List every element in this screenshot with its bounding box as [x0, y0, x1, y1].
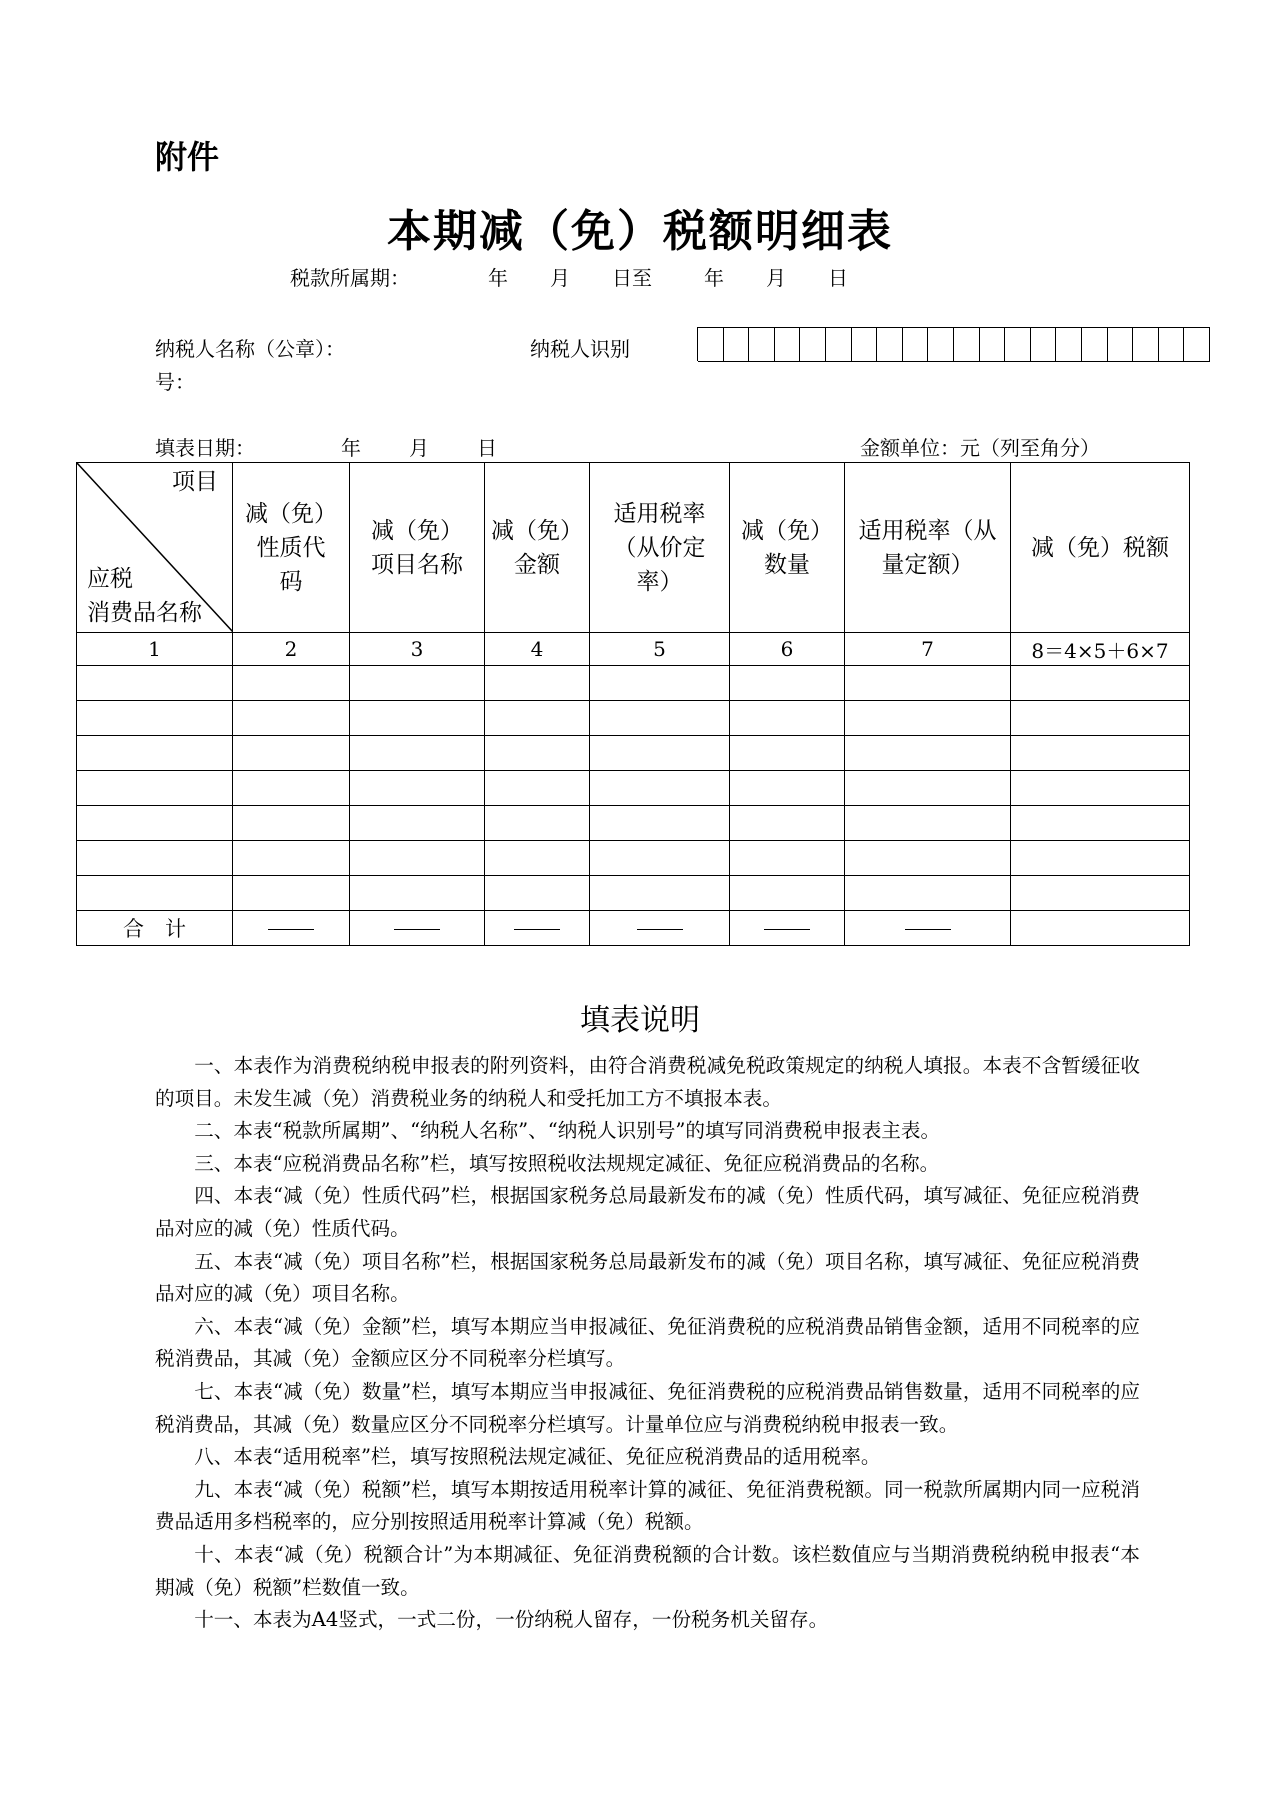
table-cell[interactable]: [485, 701, 590, 736]
total-row: [77, 911, 1190, 946]
header-line: 金额: [514, 551, 560, 578]
table-cell[interactable]: [590, 841, 730, 876]
dash-mark: [514, 929, 560, 930]
header-line: 适用税率: [613, 500, 706, 527]
notes-title: 填表说明: [580, 1003, 700, 1038]
table-cell[interactable]: [233, 806, 350, 841]
header-line: 减（免）: [245, 500, 337, 527]
total-tax-cell[interactable]: [1011, 911, 1190, 946]
table-cell[interactable]: [233, 666, 350, 701]
header-reduction-amount: [485, 463, 590, 633]
table-cell[interactable]: [233, 841, 350, 876]
id-digit-box[interactable]: [1031, 327, 1057, 362]
fill-date: [155, 432, 497, 461]
table-cell[interactable]: [350, 841, 485, 876]
id-digit-box[interactable]: [1005, 327, 1031, 362]
table-cell[interactable]: [845, 666, 1011, 701]
corner-label-item: 项目: [172, 469, 218, 495]
table-cell[interactable]: [485, 806, 590, 841]
header-reduction-code: [233, 463, 350, 633]
id-digit-box[interactable]: [749, 327, 775, 362]
header-reduction-quantity: [730, 463, 845, 633]
table-cell[interactable]: [77, 876, 233, 911]
header-line: 数量: [764, 551, 810, 578]
header-line: 减（免）: [371, 517, 463, 544]
table-cell[interactable]: [233, 701, 350, 736]
period-month-1: 月: [550, 266, 570, 290]
table-cell[interactable]: [845, 841, 1011, 876]
note-paragraph: 九、本表“减（免）税额”栏，填写本期按适用税率计算的减征、免征消费税额。同一税款所属期内同一应税消费品适用多档税率的，应分别按照适用税率计算减（免）税额。: [155, 1477, 1140, 1534]
table-cell[interactable]: [77, 806, 233, 841]
table-cell[interactable]: [1011, 666, 1190, 701]
dash-mark: [268, 929, 314, 930]
table-cell[interactable]: [845, 736, 1011, 771]
table-header-row: [77, 463, 1190, 633]
table-cell[interactable]: [1011, 841, 1190, 876]
total-cell-na: [590, 911, 730, 946]
table-cell[interactable]: [350, 701, 485, 736]
table-cell[interactable]: [485, 841, 590, 876]
dash-mark: [394, 929, 440, 930]
total-label: 合 计: [77, 911, 233, 946]
header-line: 性质代: [256, 534, 326, 561]
table-cell[interactable]: [730, 701, 845, 736]
total-cell-na: [233, 911, 350, 946]
table-cell[interactable]: [730, 666, 845, 701]
header-line: 量定额）: [881, 551, 974, 578]
header-line: 码: [279, 568, 303, 595]
table-cell[interactable]: [845, 701, 1011, 736]
table-cell[interactable]: [77, 841, 233, 876]
note-paragraph: 十一、本表为A4竖式，一式二份，一份纳税人留存，一份税务机关留存。: [194, 1608, 829, 1632]
fill-date-day: 日: [477, 436, 497, 460]
fill-date-label: 填表日期：: [155, 436, 255, 460]
period-day-2: 日: [828, 266, 848, 290]
column-number: 6: [730, 633, 845, 666]
reduction-table: [76, 462, 1190, 946]
table-cell[interactable]: [845, 876, 1011, 911]
note-paragraph: 五、本表“减（免）项目名称”栏，根据国家税务总局最新发布的减（免）项目名称，填写减征、免征应税消费品对应的减（免）项目名称。: [155, 1249, 1140, 1306]
header-line: 减（免）: [741, 517, 833, 544]
table-cell[interactable]: [845, 771, 1011, 806]
header-line: 率）: [636, 568, 683, 595]
table-cell[interactable]: [590, 806, 730, 841]
table-cell[interactable]: [845, 806, 1011, 841]
id-digit-box[interactable]: [826, 327, 852, 362]
table-cell[interactable]: [350, 666, 485, 701]
table-cell[interactable]: [485, 876, 590, 911]
taxpayer-name-label: 纳税人名称（公章）：: [155, 337, 345, 361]
table-cell[interactable]: [1011, 701, 1190, 736]
id-digit-box[interactable]: [954, 327, 980, 362]
header-line: 减（免）税额: [1031, 534, 1169, 561]
period-year-1: 年: [488, 266, 508, 290]
total-cell-na: [730, 911, 845, 946]
id-digit-box[interactable]: [698, 327, 724, 362]
tax-period: [290, 262, 848, 291]
table-cell[interactable]: [730, 876, 845, 911]
table-cell[interactable]: [233, 771, 350, 806]
header-line: 项目名称: [371, 551, 463, 578]
taxpayer-id-label-cont: 号：: [155, 370, 195, 394]
note-paragraph: 四、本表“减（免）性质代码”栏，根据国家税务总局最新发布的减（免）性质代码，填写减征、免征应税消费品对应的减（免）性质代码。: [155, 1184, 1140, 1240]
table-row: [77, 876, 1190, 911]
tax-period-label: 税款所属期：: [290, 266, 410, 290]
column-number: 1: [77, 633, 233, 666]
table-row: [77, 666, 1190, 701]
column-number-row: [77, 633, 1190, 666]
total-cell-na: [845, 911, 1011, 946]
id-digit-box[interactable]: [980, 327, 1006, 362]
id-digit-box[interactable]: [1082, 327, 1108, 362]
period-year-2: 年: [704, 266, 724, 290]
table-cell[interactable]: [590, 666, 730, 701]
table-cell[interactable]: [730, 806, 845, 841]
id-digit-box[interactable]: [800, 327, 826, 362]
note-paragraph: 三、本表“应税消费品名称”栏，填写按照税收法规规定减征、免征应税消费品的名称。: [194, 1151, 940, 1175]
header-reduction-item-name: [350, 463, 485, 633]
table-row: [77, 806, 1190, 841]
id-digit-box[interactable]: [1133, 327, 1159, 362]
taxpayer-id-boxes[interactable]: [697, 327, 1210, 361]
id-digit-box[interactable]: [724, 327, 750, 362]
total-cell-na: [485, 911, 590, 946]
id-digit-box[interactable]: [1056, 327, 1082, 362]
table-cell[interactable]: [350, 771, 485, 806]
table-cell[interactable]: [590, 771, 730, 806]
blank-rows: [77, 666, 1190, 911]
dash-mark: [637, 929, 683, 930]
table-cell[interactable]: [485, 771, 590, 806]
table-row: [77, 701, 1190, 736]
id-digit-box[interactable]: [852, 327, 878, 362]
table-cell[interactable]: [730, 771, 845, 806]
total-cell-na: [350, 911, 485, 946]
period-month-2: 月: [766, 266, 786, 290]
table-cell[interactable]: [730, 841, 845, 876]
column-number: 7: [845, 633, 1011, 666]
table-cell[interactable]: [1011, 876, 1190, 911]
corner-label-product-1: 应税: [87, 566, 133, 592]
note-paragraph: 八、本表“适用税率”栏，填写按照税法规定减征、免征应税消费品的适用税率。: [194, 1445, 881, 1469]
page-title: 本期减（免）税额明细表: [387, 206, 893, 257]
id-digit-box[interactable]: [903, 327, 929, 362]
column-number: 2: [233, 633, 350, 666]
id-digit-box[interactable]: [1184, 327, 1210, 362]
note-paragraph: 十、本表“减（免）税额合计”为本期减征、免征消费税额的合计数。该栏数值应与当期消费税纳税申报表“本期减（免）税额”栏数值一致。: [155, 1542, 1140, 1599]
column-number: 4: [485, 633, 590, 666]
column-number: 5: [590, 633, 730, 666]
table-cell[interactable]: [730, 736, 845, 771]
taxpayer-id-label: 纳税人识别: [530, 337, 630, 361]
attachment-label: 附件: [155, 138, 220, 176]
table-cell[interactable]: [1011, 806, 1190, 841]
header-line: （从价定: [613, 534, 706, 561]
table-cell[interactable]: [77, 736, 233, 771]
table-cell[interactable]: [1011, 771, 1190, 806]
table-cell[interactable]: [350, 736, 485, 771]
table-cell[interactable]: [77, 771, 233, 806]
table-cell[interactable]: [590, 701, 730, 736]
header-line: 适用税率（从: [858, 517, 997, 544]
corner-label-product-2: 消费品名称: [87, 600, 202, 626]
period-day-1: 日至: [612, 266, 652, 290]
table-row: [77, 841, 1190, 876]
table-cell[interactable]: [233, 876, 350, 911]
table-cell[interactable]: [77, 666, 233, 701]
table-cell[interactable]: [485, 666, 590, 701]
dash-mark: [905, 929, 951, 930]
table-cell[interactable]: [590, 876, 730, 911]
amount-unit: 金额单位：元（列至角分）: [860, 436, 1100, 460]
id-digit-box[interactable]: [877, 327, 903, 362]
note-paragraph: 六、本表“减（免）金额”栏，填写本期应当申报减征、免征消费税的应税消费品销售金额，适用不同税率的应税消费品，其减（免）金额应区分不同税率分栏填写。: [155, 1314, 1140, 1371]
dash-mark: [764, 929, 810, 930]
table-row: [77, 736, 1190, 771]
table-cell[interactable]: [350, 876, 485, 911]
corner-header: [77, 463, 233, 633]
id-digit-box[interactable]: [775, 327, 801, 362]
header-reduction-tax: [1011, 463, 1190, 633]
id-digit-box[interactable]: [928, 327, 954, 362]
table-cell[interactable]: [1011, 736, 1190, 771]
fill-date-year: 年: [341, 436, 361, 460]
corner-label-product: [87, 562, 202, 630]
notes-section: [155, 1050, 1140, 1637]
header-ad-valorem-rate: [590, 463, 730, 633]
fill-date-month: 月: [409, 436, 429, 460]
table-cell[interactable]: [233, 736, 350, 771]
table-row: [77, 771, 1190, 806]
note-paragraph: 一、本表作为消费税纳税申报表的附列资料，由符合消费税减免税政策规定的纳税人填报。本表不含暂缓征收的项目。未发生减（免）消费税业务的纳税人和受托加工方不填报本表。: [155, 1054, 1140, 1110]
id-digit-box[interactable]: [1108, 327, 1134, 362]
table-cell[interactable]: [485, 736, 590, 771]
column-number: 8＝4×5＋6×7: [1011, 633, 1190, 666]
header-specific-rate: [845, 463, 1011, 633]
table-cell[interactable]: [77, 701, 233, 736]
table-cell[interactable]: [590, 736, 730, 771]
header-line: 减（免）: [491, 517, 583, 544]
note-paragraph: 二、本表“税款所属期”、“纳税人名称”、“纳税人识别号”的填写同消费税申报表主表。: [194, 1119, 941, 1143]
table-cell[interactable]: [350, 806, 485, 841]
column-number: 3: [350, 633, 485, 666]
note-paragraph: 七、本表“减（免）数量”栏，填写本期应当申报减征、免征消费税的应税消费品销售数量，适用不同税率的应税消费品，其减（免）数量应区分不同税率分栏填写。计量单位应与消费税纳税申报表一致。: [155, 1379, 1140, 1436]
id-digit-box[interactable]: [1159, 327, 1185, 362]
